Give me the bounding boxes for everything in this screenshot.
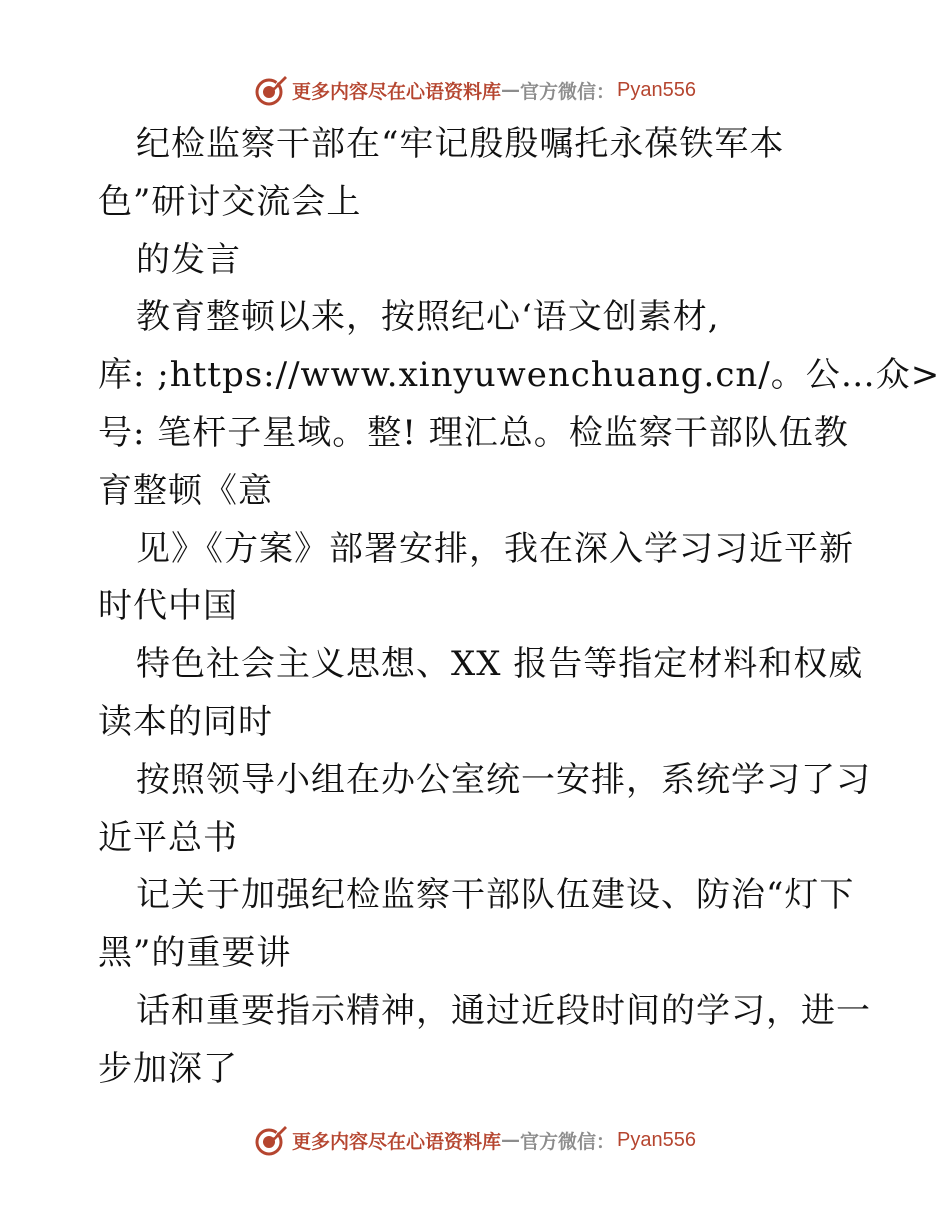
- text-line: 特色社会主义思想、XX 报告等指定材料和权威: [136, 644, 864, 685]
- text-line: 育整顿《意: [98, 470, 273, 511]
- footer-banner: [0, 1120, 950, 1160]
- banner-site-text: 更多内容尽在心语资料库: [292, 1130, 502, 1153]
- text-line: 的发言: [136, 239, 241, 280]
- text-line: 按照领导小组在办公室统一安排，系统学习了习: [136, 759, 871, 800]
- document-body: [98, 116, 941, 1099]
- text-line: 见》《方案》部署安排，我在深入学习习近平新: [136, 528, 854, 569]
- banner-wechat-id: Pyan556: [617, 78, 696, 101]
- text-line: 读本的同时: [98, 701, 273, 742]
- text-line: 库: ;https://www.xinyuwenchuang.cn/。公…众>: [98, 355, 941, 396]
- text-line: 近平总书: [98, 817, 238, 858]
- banner-site-text: 更多内容尽在心语资料库: [292, 80, 502, 103]
- text-line: 时代中国: [98, 586, 238, 627]
- quill-pen-logo-icon: [254, 73, 288, 107]
- text-line: 教育整顿以来，按照纪心‘语文创素材,: [136, 297, 720, 338]
- text-line: 色”研讨交流会上: [98, 181, 362, 222]
- banner-wechat-label: 官方微信：: [520, 80, 616, 103]
- banner-wechat-id: Pyan556: [617, 1128, 696, 1151]
- text-line: 记关于加强纪检监察干部队伍建设、防治“灯下: [136, 875, 855, 916]
- quill-pen-logo-icon: [254, 1123, 288, 1157]
- header-banner: [0, 70, 950, 110]
- banner-wechat-label: 官方微信：: [520, 1130, 616, 1153]
- text-line: 号: 笔杆子星域。整! 理汇总。检监察干部队伍教: [98, 412, 849, 453]
- banner-dash: —: [501, 1129, 521, 1151]
- text-line: 话和重要指示精神，通过近段时间的学习，进一: [136, 990, 871, 1031]
- text-line: 黑”的重要讲: [98, 933, 292, 974]
- banner-dash: —: [501, 79, 521, 101]
- text-line: 纪检监察干部在“牢记殷殷嘱托永葆铁军本: [136, 124, 785, 164]
- text-line: 步加深了: [98, 1048, 238, 1089]
